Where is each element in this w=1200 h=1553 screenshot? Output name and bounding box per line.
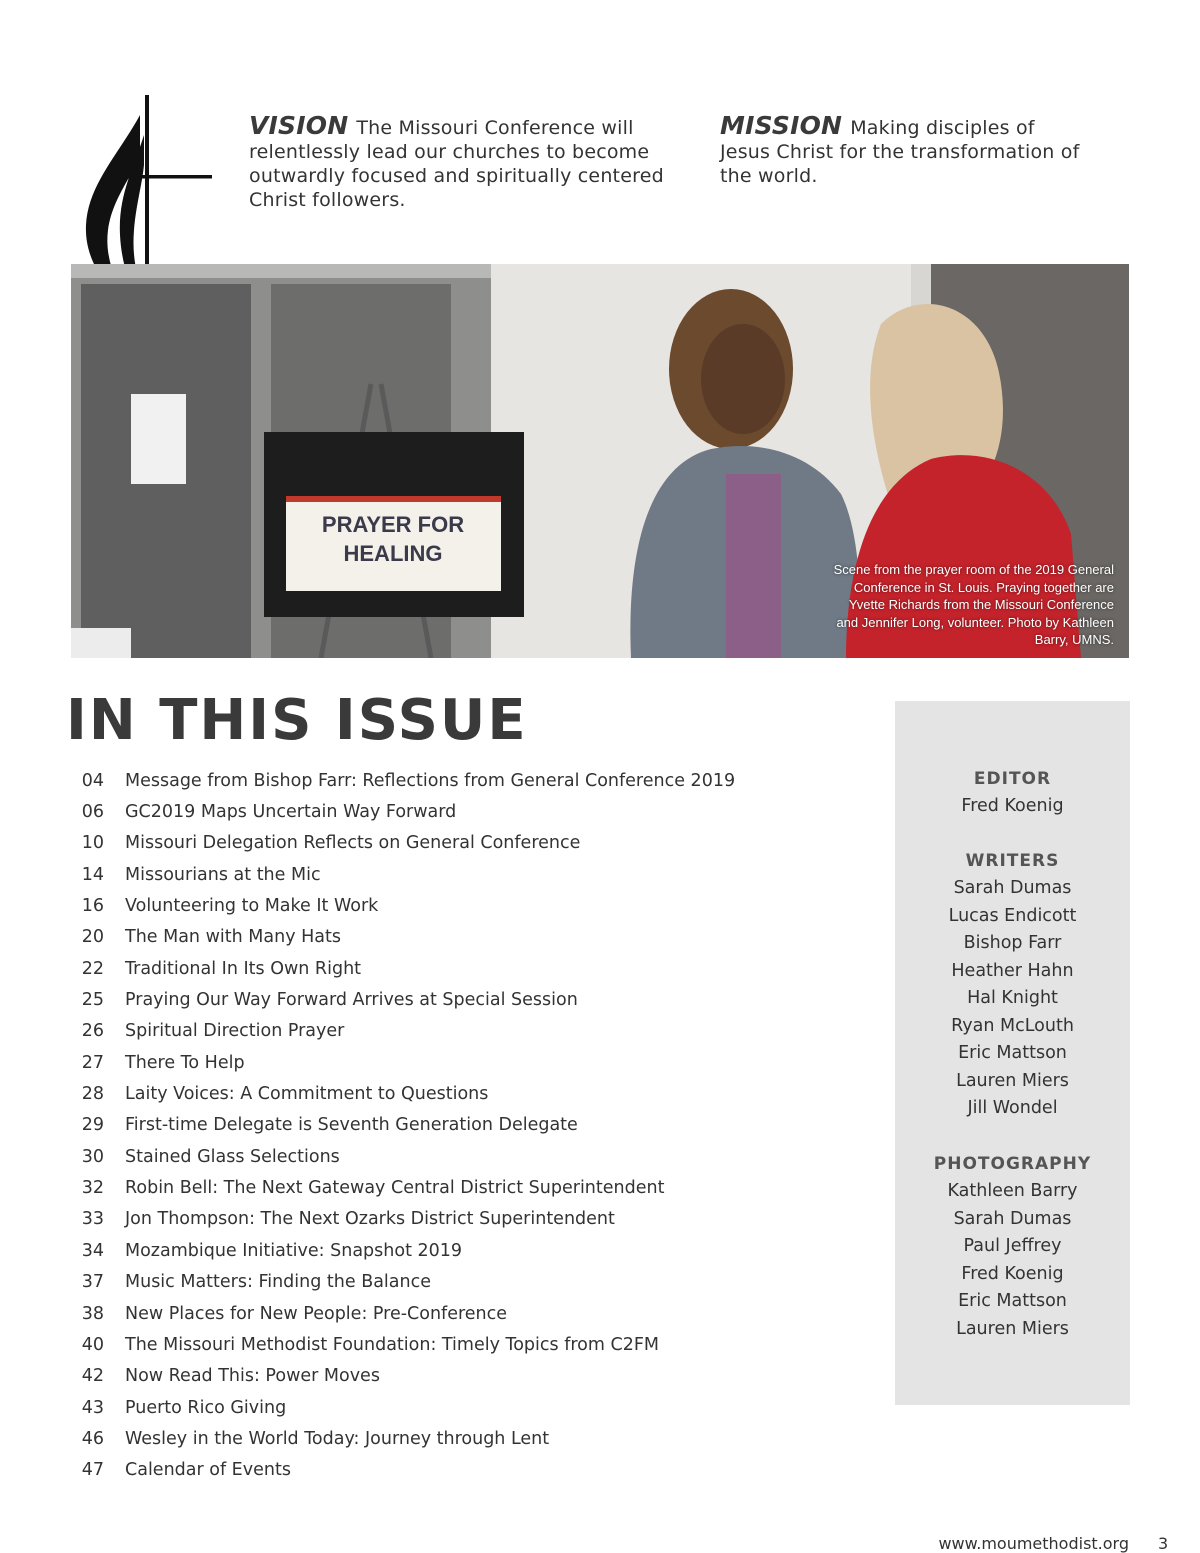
toc-article-title: New Places for New People: Pre-Conference: [125, 1303, 508, 1324]
mission-text: Making disciples of Jesus Christ for the transformation of the world.: [720, 117, 1080, 187]
photographer-name: Paul Jeffrey: [963, 1236, 1062, 1256]
toc-entry[interactable]: [70, 1110, 735, 1141]
toc-article-title: Robin Bell: The Next Gateway Central District Superintendent: [125, 1178, 665, 1199]
toc-page-number: 27: [81, 1052, 104, 1073]
vision-keyword: VISION: [249, 111, 349, 140]
toc-entry[interactable]: [70, 765, 735, 796]
toc-article-title: The Man with Many Hats: [125, 927, 341, 948]
photography-group: [895, 1150, 1130, 1343]
toc-article-title: There To Help: [125, 1052, 245, 1073]
editor-label: EDITOR: [973, 769, 1052, 789]
toc-entry[interactable]: [70, 1423, 735, 1454]
toc-article-title: Jon Thompson: The Next Ozarks District Superintendent: [125, 1209, 615, 1230]
toc-article-title: First-time Delegate is Seventh Generation Delegate: [125, 1115, 578, 1136]
toc-entry[interactable]: [70, 796, 735, 827]
toc-page-number: 04: [81, 770, 104, 791]
toc-article-title: Puerto Rico Giving: [125, 1397, 287, 1418]
photographer-name: Kathleen Barry: [947, 1181, 1078, 1201]
photographer-name: Sarah Dumas: [953, 1208, 1072, 1229]
toc-page-number: 16: [81, 896, 104, 917]
writer-name: Eric Mattson: [958, 1043, 1067, 1063]
toc-article-title: Stained Glass Selections: [125, 1146, 340, 1167]
sign-text: PRAYER FOR: [321, 512, 465, 537]
mission-statement: [720, 111, 1090, 188]
toc-entry[interactable]: [70, 1298, 735, 1329]
toc-article-title: Music Matters: Finding the Balance: [125, 1272, 431, 1293]
toc-article-title: Traditional In Its Own Right: [125, 958, 362, 979]
toc-article-title: Missourians at the Mic: [125, 864, 321, 885]
toc-page-number: 28: [81, 1084, 104, 1105]
toc-article-title: Calendar of Events: [125, 1460, 291, 1481]
toc-page-number: 10: [81, 833, 104, 854]
svg-text:HEALING: HEALING: [343, 541, 443, 566]
toc-entry[interactable]: [70, 1329, 735, 1360]
vision-statement: [249, 111, 689, 212]
toc-entry[interactable]: [70, 984, 735, 1015]
toc-page-number: 30: [81, 1146, 104, 1167]
toc-article-title: Laity Voices: A Commitment to Questions: [125, 1084, 489, 1105]
masthead-panel: [895, 701, 1130, 1405]
toc-page-number: 32: [81, 1178, 104, 1199]
toc-article-title: GC2019 Maps Uncertain Way Forward: [125, 802, 457, 823]
toc-article-title: Praying Our Way Forward Arrives at Special Session: [125, 990, 578, 1011]
toc-entry[interactable]: [70, 1361, 735, 1392]
toc-entry[interactable]: [70, 859, 735, 890]
website-url[interactable]: www.moumethodist.org: [938, 1534, 1129, 1553]
toc-page-number: 46: [81, 1428, 104, 1449]
toc-entry[interactable]: [70, 1016, 735, 1047]
toc-entry[interactable]: [70, 1235, 735, 1266]
writer-name: Jill Wondel: [967, 1098, 1058, 1118]
toc-entry[interactable]: [70, 1267, 735, 1298]
toc-page-number: 25: [81, 990, 104, 1011]
toc-entry[interactable]: [70, 1392, 735, 1423]
prayer-room-photo: [71, 264, 1129, 658]
toc-page-number: 22: [81, 958, 104, 979]
toc-entry[interactable]: [70, 1141, 735, 1172]
toc-entry[interactable]: [70, 828, 735, 859]
toc-article-title: The Missouri Methodist Foundation: Timely Topics from C2FM: [125, 1334, 660, 1355]
toc-page-number: 43: [81, 1397, 104, 1418]
toc-entry[interactable]: [70, 1172, 735, 1203]
toc-entry[interactable]: [70, 1078, 735, 1109]
toc-page-number: 38: [81, 1303, 104, 1324]
page-number: 3: [1158, 1534, 1169, 1553]
toc-article-title: Message from Bishop Farr: Reflections from General Conference 2019: [125, 770, 736, 791]
toc-article-title: Now Read This: Power Moves: [125, 1366, 380, 1387]
table-of-contents: [70, 765, 735, 1486]
writers-group: [895, 847, 1130, 1123]
toc-page-number: 20: [81, 927, 104, 948]
photo-caption: Scene from the prayer room of the 2019 General Conference in St. Louis. Praying together are Yvette Richards from the Missouri Conference and Jennifer Long, volunteer. Photo by Kathleen Barry, UMNS.: [833, 562, 1114, 648]
writer-name: Lauren Miers: [956, 1070, 1069, 1091]
toc-entry[interactable]: [70, 922, 735, 953]
toc-entry[interactable]: [70, 953, 735, 984]
toc-page-number: 42: [81, 1366, 104, 1387]
mission-keyword: MISSION: [720, 111, 843, 140]
toc-page-number: 47: [81, 1460, 104, 1481]
toc-page-number: 06: [81, 802, 104, 823]
writer-name: Lucas Endicott: [948, 905, 1077, 926]
toc-page-number: 14: [81, 864, 104, 885]
toc-article-title: Volunteering to Make It Work: [125, 896, 379, 917]
editor-group: [895, 765, 1130, 821]
toc-page-number: 29: [81, 1115, 104, 1136]
toc-page-number: 40: [81, 1334, 104, 1355]
editor-name: Fred Koenig: [961, 796, 1064, 816]
writer-name: Heather Hahn: [951, 960, 1074, 981]
toc-page-number: 33: [81, 1209, 104, 1230]
toc-article-title: Missouri Delegation Reflects on General Conference: [125, 833, 581, 854]
toc-entry[interactable]: [70, 1047, 735, 1078]
photography-label: PHOTOGRAPHY: [933, 1154, 1092, 1174]
toc-article-title: Wesley in the World Today: Journey through Lent: [125, 1428, 550, 1449]
photographer-name: Lauren Miers: [956, 1318, 1069, 1339]
writers-label: WRITERS: [965, 851, 1060, 871]
toc-entry[interactable]: [70, 1455, 735, 1486]
toc-article-title: Mozambique Initiative: Snapshot 2019: [125, 1240, 463, 1261]
writer-name: Ryan McLouth: [951, 1015, 1074, 1036]
vision-text: The Missouri Conference will relentlessly lead our churches to become outwardly focused and spiritually centered Christ followers.: [249, 117, 664, 211]
toc-article-title: Spiritual Direction Prayer: [125, 1021, 345, 1042]
toc-entry[interactable]: [70, 1204, 735, 1235]
in-this-issue-heading: IN THIS ISSUE: [66, 688, 528, 753]
writer-name: Sarah Dumas: [953, 878, 1072, 898]
toc-page-number: 34: [81, 1240, 104, 1261]
toc-page-number: 26: [81, 1021, 104, 1042]
photographer-name: Eric Mattson: [958, 1291, 1067, 1311]
toc-entry[interactable]: [70, 890, 735, 921]
writer-name: Hal Knight: [967, 988, 1058, 1008]
photographer-name: Fred Koenig: [961, 1263, 1064, 1284]
writer-name: Bishop Farr: [963, 933, 1062, 953]
toc-page-number: 37: [81, 1272, 104, 1293]
